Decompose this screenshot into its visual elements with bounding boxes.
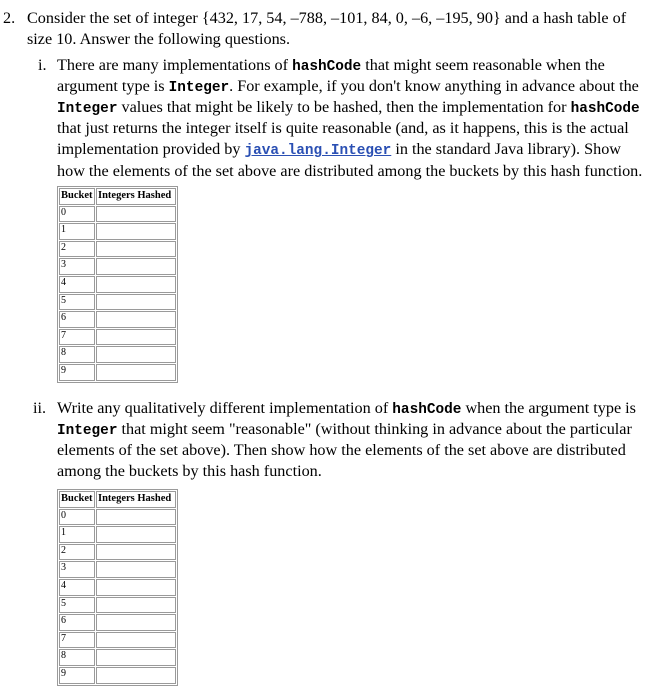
- table-row: [59, 509, 176, 526]
- table-row: [59, 614, 176, 631]
- text-line: [57, 76, 639, 98]
- part-ii-label: ii.: [33, 399, 47, 417]
- integers-hashed-cell[interactable]: [96, 258, 176, 275]
- part-i-label: i.: [38, 56, 47, 74]
- table-row: [59, 206, 176, 223]
- text-line: [57, 97, 640, 119]
- bucket-index-cell: 8: [59, 649, 95, 666]
- integers-hashed-cell[interactable]: [96, 241, 176, 258]
- integers-hashed-cell[interactable]: [96, 561, 176, 578]
- text-line: [57, 419, 632, 441]
- bucket-column-header: Bucket: [59, 188, 95, 205]
- table-row: [59, 526, 176, 543]
- table-row: [59, 632, 176, 649]
- intro-line: size 10. Answer the following questions.: [27, 30, 291, 48]
- text-run: how the elements of the set above are distributed among the buckets by this hash function.: [57, 161, 643, 180]
- table-row: [59, 311, 176, 328]
- integers-hashed-cell[interactable]: [96, 223, 176, 240]
- integers-column-header: Integers Hashed: [96, 491, 176, 508]
- text-run: . For example, if you don't know anything in advance about the: [229, 77, 639, 96]
- code-token: hashCode: [570, 101, 640, 118]
- integers-hashed-cell[interactable]: [96, 649, 176, 666]
- code-token: hashCode: [392, 402, 462, 418]
- bucket-index-cell: 6: [59, 311, 95, 328]
- integers-hashed-cell[interactable]: [96, 509, 176, 526]
- text-run: implementation provided by: [57, 140, 245, 159]
- table-row: [59, 223, 176, 240]
- text-run: that might seem "reasonable" (without thinking in advance about the particular: [117, 420, 632, 439]
- integers-hashed-cell[interactable]: [96, 346, 176, 363]
- table-row: [59, 276, 176, 293]
- table-header-row: [59, 491, 176, 508]
- code-token: Integer: [57, 423, 118, 440]
- text-run: Write any qualitatively different implementation of: [57, 399, 393, 417]
- bucket-index-cell: 3: [59, 561, 95, 578]
- question-number: 2.: [3, 9, 16, 27]
- text-run: elements of the set above). Then show how the elements of the set above are distributed: [57, 441, 626, 460]
- intro-line: Consider the set of integer {432, 17, 54, –788, –101, 84, 0, –6, –195, 90} and a hash table of: [27, 9, 627, 27]
- bucket-index-cell: 5: [59, 294, 95, 311]
- text-run: when the argument type is: [461, 399, 636, 417]
- bucket-index-cell: 4: [59, 579, 95, 596]
- bucket-index-cell: 7: [59, 632, 95, 649]
- integers-hashed-cell[interactable]: [96, 544, 176, 561]
- text-line: [57, 139, 621, 161]
- bucket-index-cell: 1: [59, 223, 95, 240]
- text-line: [57, 440, 626, 460]
- table-row: [59, 258, 176, 275]
- text-line: [57, 161, 642, 181]
- integers-hashed-cell[interactable]: [96, 667, 176, 684]
- table-row: [59, 667, 176, 684]
- table-row: [59, 241, 176, 258]
- integers-hashed-cell[interactable]: [96, 526, 176, 543]
- bucket-index-cell: 1: [59, 526, 95, 543]
- table-row: [59, 364, 176, 381]
- text-run: argument type is: [57, 77, 169, 96]
- bucket-index-cell: 9: [59, 667, 95, 684]
- bucket-column-header: Bucket: [59, 491, 95, 508]
- table-row: [59, 294, 176, 311]
- table-row: [59, 649, 176, 666]
- code-token: Integer: [57, 101, 118, 118]
- text-run: in the standard Java library). Show: [391, 140, 621, 159]
- bucket-index-cell: 0: [59, 206, 95, 223]
- bucket-index-cell: 8: [59, 346, 95, 363]
- integers-hashed-cell[interactable]: [96, 206, 176, 223]
- integers-hashed-cell[interactable]: [96, 329, 176, 346]
- integers-hashed-cell[interactable]: [96, 294, 176, 311]
- table-row: [59, 544, 176, 561]
- bucket-index-cell: 2: [59, 241, 95, 258]
- text-line: [57, 398, 636, 420]
- code-token: Integer: [168, 80, 230, 97]
- bucket-index-cell: 9: [59, 364, 95, 381]
- code-token: hashCode: [292, 59, 362, 75]
- integers-hashed-cell[interactable]: [96, 364, 176, 381]
- integers-hashed-cell[interactable]: [96, 311, 176, 328]
- integers-hashed-cell[interactable]: [96, 597, 176, 614]
- text-run: that just returns the integer itself is quite reasonable (and, as it happens, this is the actual: [57, 119, 629, 138]
- bucket-index-cell: 4: [59, 276, 95, 293]
- java-integer-link[interactable]: java.lang.Integer: [244, 143, 392, 160]
- table-row: [59, 561, 176, 578]
- table-row: [59, 346, 176, 363]
- integers-hashed-cell[interactable]: [96, 579, 176, 596]
- text-line: [57, 118, 629, 138]
- integers-hashed-cell[interactable]: [96, 632, 176, 649]
- bucket-index-cell: 2: [59, 544, 95, 561]
- table-row: [59, 329, 176, 346]
- integers-hashed-cell[interactable]: [96, 276, 176, 293]
- bucket-index-cell: 6: [59, 614, 95, 631]
- hash-table-part-ii: [57, 489, 178, 686]
- bucket-index-cell: 3: [59, 258, 95, 275]
- text-line: [57, 461, 322, 481]
- text-run: among the buckets by this hash function.: [57, 462, 322, 481]
- bucket-index-cell: 0: [59, 509, 95, 526]
- text-run: that might seem reasonable when the: [361, 56, 605, 74]
- table-row: [59, 579, 176, 596]
- text-run: There are many implementations of: [57, 56, 293, 74]
- integers-hashed-cell[interactable]: [96, 614, 176, 631]
- text-line: [57, 55, 605, 77]
- integers-column-header: Integers Hashed: [96, 188, 176, 205]
- bucket-index-cell: 5: [59, 597, 95, 614]
- hash-table-part-i: [57, 186, 178, 383]
- table-header-row: [59, 188, 176, 205]
- bucket-index-cell: 7: [59, 329, 95, 346]
- text-run: values that might be likely to be hashed, then the implementation for: [117, 98, 571, 117]
- table-row: [59, 597, 176, 614]
